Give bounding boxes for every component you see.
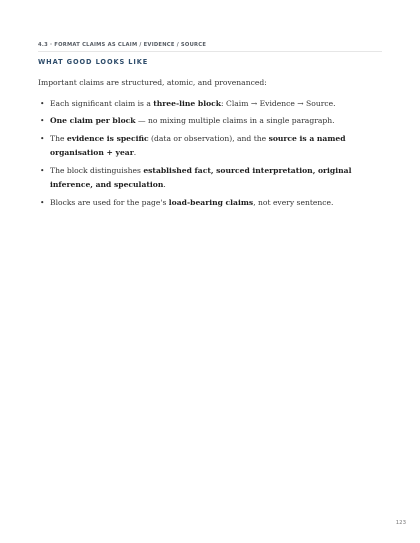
list-item (38, 164, 380, 192)
running-header: 4.3 · FORMAT CLAIMS AS CLAIM / EVIDENCE / SOURCE (38, 42, 207, 48)
bullet-text: , not every sentence. (253, 198, 334, 207)
bullet-bold-text: load-bearing claims (168, 198, 254, 207)
bullet-icon: • (40, 166, 45, 175)
bullet-bold-text: source is a named organisation + year (50, 134, 346, 157)
list-item (38, 97, 380, 111)
bullet-text: The block distinguishes (50, 166, 144, 175)
bullet-icon: • (40, 134, 45, 143)
bullet-icon: • (40, 116, 45, 125)
bullet-bold-text: three-line block (153, 99, 222, 108)
bullet-text: Blocks are used for the page's (50, 198, 169, 207)
bullet-text: (data or observation), and the (148, 134, 269, 143)
intro-paragraph: Important claims are structured, atomic, and provenanced: (38, 78, 267, 87)
list-item (38, 132, 380, 160)
bullet-text: . (133, 148, 137, 157)
list-item (38, 114, 380, 128)
bullet-bold-text: evidence is specific (66, 134, 149, 143)
bullet-text: Each significant claim is a (50, 99, 154, 108)
bullet-icon: • (40, 198, 45, 207)
section-heading: WHAT GOOD LOOKS LIKE (38, 58, 149, 66)
bullet-text: . (163, 180, 166, 189)
bullet-text: : Claim → Evidence → Source. (221, 99, 336, 108)
bullet-text: — no mixing multiple claims in a single paragraph. (135, 116, 335, 125)
bullet-bold-text: established fact, sourced interpretation, original inference, and speculation (50, 166, 352, 189)
claims-bullet-list (38, 97, 380, 210)
list-item (38, 196, 380, 210)
bullet-icon: • (40, 99, 45, 108)
header-divider (38, 51, 382, 52)
page-number: 123 (395, 520, 406, 526)
bullet-bold-text: One claim per block (50, 116, 136, 125)
bullet-text: The (50, 134, 67, 143)
